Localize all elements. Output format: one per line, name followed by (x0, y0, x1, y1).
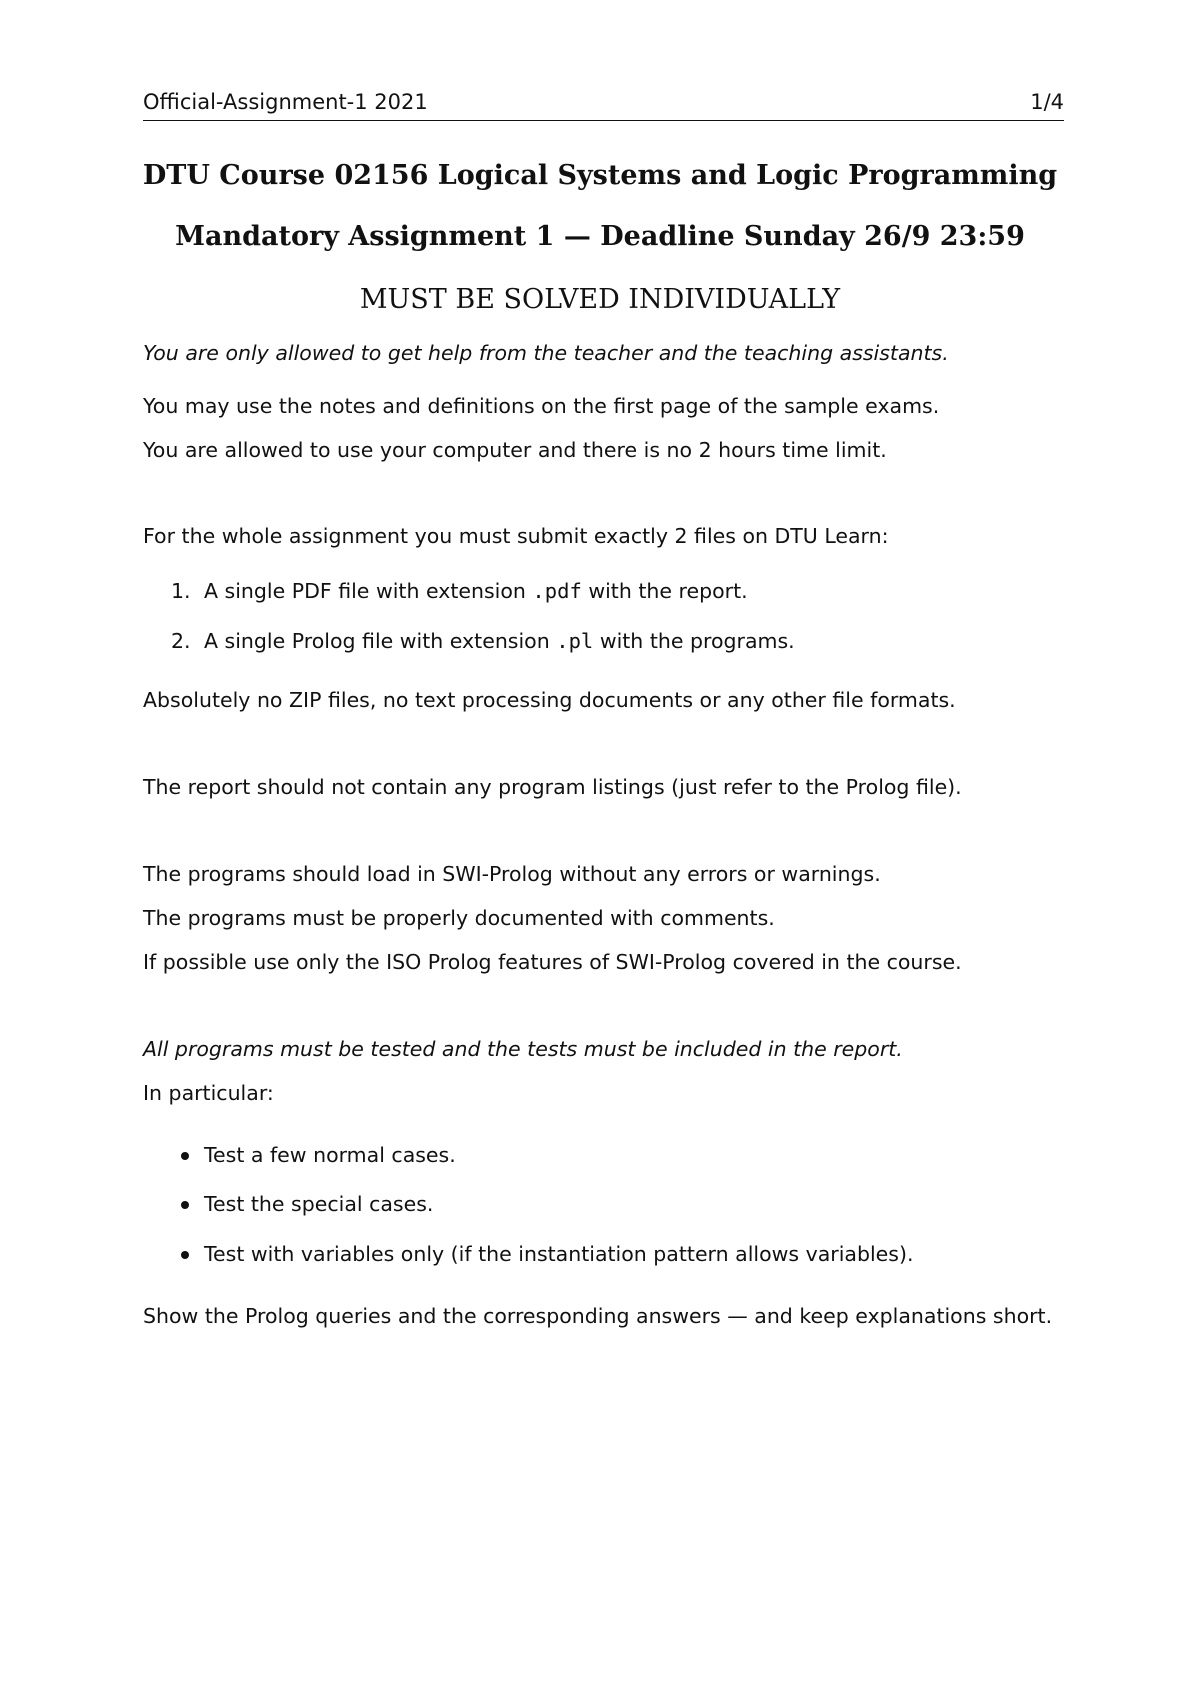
load-rule: The programs should load in SWI-Prolog without any errors or warnings. (143, 862, 881, 886)
header-page-number: 1/4 (1030, 90, 1064, 114)
submission-intro: For the whole assignment you must submit exactly 2 files on DTU Learn: (143, 524, 889, 548)
list-marker: 2. (171, 629, 191, 653)
documentation-rule: The programs must be properly documented with comments. (143, 906, 775, 930)
notes-rule: You may use the notes and definitions on the first page of the sample exams. (143, 394, 940, 418)
bullet-icon (181, 1152, 189, 1160)
testing-intro: In particular: (143, 1081, 274, 1105)
computer-rule: You are allowed to use your computer and there is no 2 hours time limit. (143, 438, 887, 462)
course-title: DTU Course 02156 Logical Systems and Logic Programming (142, 160, 1058, 191)
header-document-name: Official-Assignment-1 2021 (143, 90, 428, 114)
bullet-icon (181, 1251, 189, 1259)
list-item-text: Test with variables only (if the instantiation pattern allows variables). (204, 1242, 914, 1266)
iso-prolog-rule: If possible use only the ISO Prolog features of SWI-Prolog covered in the course. (143, 950, 962, 974)
running-header (143, 88, 1064, 121)
report-note: The report should not contain any program listings (just refer to the Prolog file). (143, 775, 962, 799)
closing-instruction: Show the Prolog queries and the corresponding answers — and keep explanations short. (143, 1304, 1053, 1328)
testing-requirement: All programs must be tested and the tests must be included in the report. (143, 1037, 903, 1061)
help-rule: You are only allowed to get help from the teacher and the teaching assistants. (143, 341, 949, 365)
file-extension-code: .pl (556, 629, 594, 653)
list-marker: 1. (171, 579, 191, 603)
file-extension-code: .pdf (532, 579, 582, 603)
list-item-text: A single PDF file with extension .pdf with the report. (204, 579, 748, 603)
list-item-text: Test the special cases. (204, 1192, 434, 1216)
no-zip-rule: Absolutely no ZIP files, no text processing documents or any other file formats. (143, 688, 956, 712)
bullet-icon (181, 1201, 189, 1209)
list-item-text: A single Prolog file with extension .pl with the programs. (204, 629, 795, 653)
assignment-title: Mandatory Assignment 1 — Deadline Sunday 26/9 23:59 (175, 221, 1025, 252)
list-item-text: Test a few normal cases. (204, 1143, 456, 1167)
individual-notice: MUST BE SOLVED INDIVIDUALLY (359, 284, 841, 315)
